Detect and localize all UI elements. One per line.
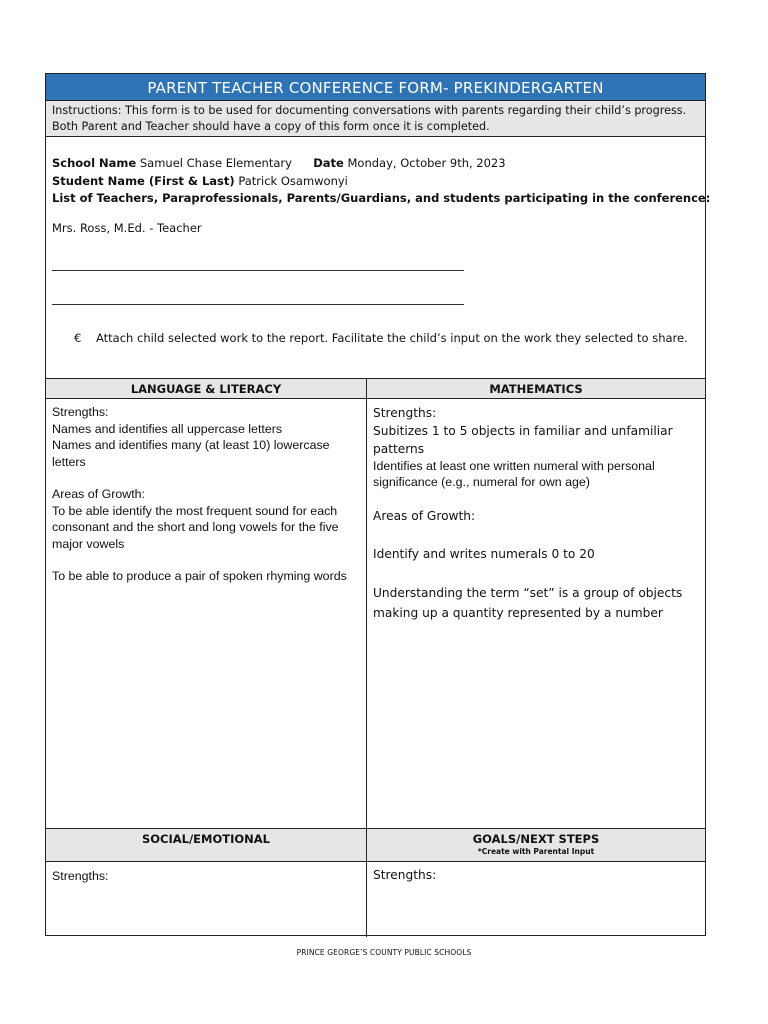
goals-strengths-label: Strengths: xyxy=(373,868,437,882)
goals-title: GOALS/NEXT STEPS xyxy=(472,832,600,846)
math-strength-1: Subitizes 1 to 5 objects in familiar and unfamiliar patterns xyxy=(373,424,673,456)
ll-growth-1: To be able identify the most frequent sound for each consonant and the short and long vowels for the five major vowels xyxy=(52,503,339,551)
student-name-row xyxy=(52,174,348,188)
math-growth-2: Understanding the term “set” is a group of objects making up a quantity represented by a number xyxy=(373,586,683,620)
participant-blank-line-1 xyxy=(52,270,464,271)
instructions-line-2: Both Parent and Teacher should have a copy of this form once it is completed. xyxy=(52,120,490,133)
social-emotional-title: SOCIAL/EMOTIONAL xyxy=(141,832,271,846)
ll-strength-1: Names and identifies all uppercase letters xyxy=(52,421,283,436)
school-name-label: School Name xyxy=(52,156,137,170)
instructions-line-1: Instructions: This form is to be used for documenting conversations with parents regarding their child’s progress. xyxy=(52,104,687,117)
conference-form xyxy=(45,73,711,936)
mathematics-cell xyxy=(367,400,705,627)
student-name-label: Student Name (First & Last) xyxy=(52,174,235,188)
date-value: Monday, October 9th, 2023 xyxy=(347,156,506,170)
language-literacy-cell xyxy=(46,400,366,589)
goals-note: *Create with Parental Input xyxy=(477,847,595,856)
ll-growth-2: To be able to produce a pair of spoken rhyming words xyxy=(52,569,347,583)
attach-bullet: € xyxy=(74,331,82,345)
ll-strength-2: Names and identifies many (at least 10) lowercase letters xyxy=(52,438,330,469)
se-strengths-label: Strengths: xyxy=(52,869,109,883)
mathematics-header: MATHEMATICS xyxy=(367,378,705,399)
language-literacy-header: LANGUAGE & LITERACY xyxy=(46,378,366,399)
student-name-value: Patrick Osamwonyi xyxy=(238,174,348,188)
participant-blank-line-2 xyxy=(52,304,464,305)
math-strengths-label: Strengths: xyxy=(373,406,437,420)
participant-1: Mrs. Ross, M.Ed. - Teacher xyxy=(52,221,202,235)
instructions-box xyxy=(46,101,705,137)
math-growth-1: Identify and writes numerals 0 to 20 xyxy=(373,547,595,561)
footer-text: PRINCE GEORGE’S COUNTY PUBLIC SCHOOLS xyxy=(296,948,472,957)
attach-text: Attach child selected work to the report. Facilitate the child’s input on the work they selected to share. xyxy=(96,331,688,345)
school-date-row xyxy=(52,156,506,170)
math-growth-label: Areas of Growth: xyxy=(373,509,476,523)
goals-header xyxy=(367,828,705,862)
social-emotional-header xyxy=(46,828,366,862)
participants-label: List of Teachers, Paraprofessionals, Parents/Guardians, and students participating in the conference: xyxy=(52,191,711,205)
math-strength-2: Identifies at least one written numeral with personal significance (e.g., numeral for own age) xyxy=(373,459,655,489)
attach-instruction xyxy=(74,331,688,345)
ll-strengths-label: Strengths: xyxy=(52,405,109,419)
ll-growth-label: Areas of Growth: xyxy=(52,487,145,501)
social-emotional-cell xyxy=(46,864,366,889)
form-title: PARENT TEACHER CONFERENCE FORM- PREKINDERGARTEN xyxy=(46,74,705,101)
goals-cell xyxy=(367,862,705,888)
participants-row xyxy=(52,191,710,205)
school-name-value: Samuel Chase Elementary xyxy=(139,156,292,170)
date-label: Date xyxy=(313,156,344,170)
